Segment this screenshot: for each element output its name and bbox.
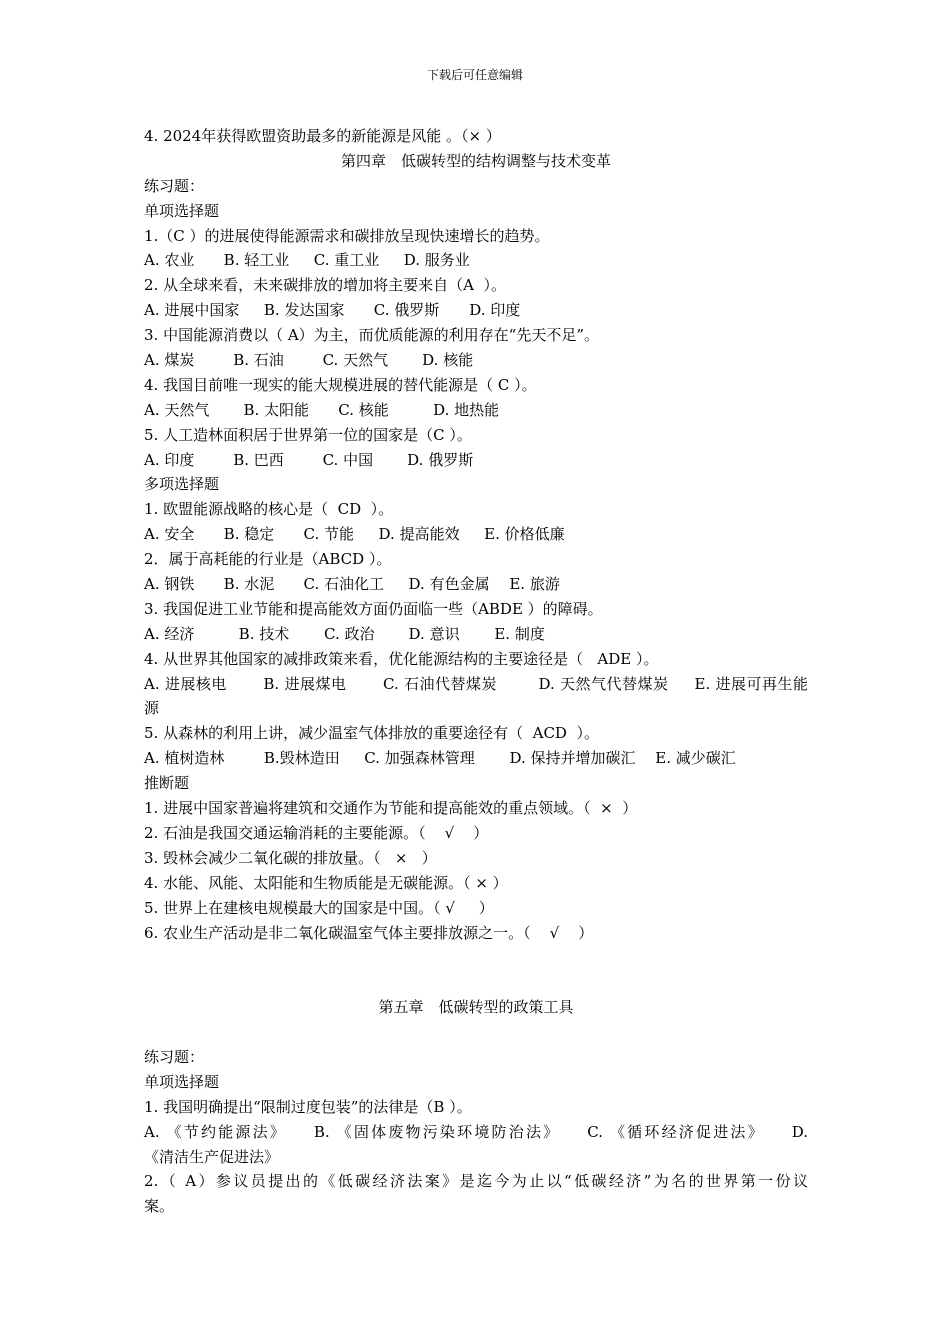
section-heading: 单项选择题 xyxy=(144,201,220,220)
section-heading: 练习题： xyxy=(144,1047,205,1066)
statement: 3. 毁林会减少二氧化碳的排放量。（ × ） xyxy=(144,848,437,867)
question: 5. 人工造林面积居于世界第一位的国家是（C ）。 xyxy=(144,425,472,444)
statement: 6. 农业生产活动是非二氧化碳温室气体主要排放源之一。（ √ ） xyxy=(144,923,594,942)
question-continued: 案。 xyxy=(144,1197,175,1216)
statement: 1. 进展中国家普遍将建筑和交通作为节能和提高能效的重点领域。（ × ） xyxy=(144,799,638,818)
section-heading: 单项选择题 xyxy=(144,1072,220,1091)
question: 2. 从全球来看，未来碳排放的增加将主要来自（A ）。 xyxy=(144,276,506,295)
options: A. 农业 B. 轻工业 C. 重工业 D. 服务业 xyxy=(144,251,470,270)
question: 5. 从森林的利用上讲，减少温室气体排放的重要途径有（ ACD ）。 xyxy=(144,724,599,743)
section-heading: 多项选择题 xyxy=(144,475,220,494)
options: A. 安全 B. 稳定 C. 节能 D. 提高能效 E. 价格低廉 xyxy=(144,525,565,544)
options: A. 进展中国家 B. 发达国家 C. 俄罗斯 D. 印度 xyxy=(144,301,521,320)
question: 4. 我国目前唯一现实的能大规模进展的替代能源是（ C ）。 xyxy=(144,375,537,394)
question: 1. 我国明确提出“限制过度包装”的法律是（B ）。 xyxy=(144,1097,472,1116)
question: 1. 欧盟能源战略的核心是（ CD ）。 xyxy=(144,500,394,519)
spacer-line xyxy=(144,1020,808,1045)
question: 3. 中国能源消费以（ A）为主，而优质能源的利用存在“先天不足”。 xyxy=(144,326,600,345)
section-heading: 推断题 xyxy=(144,774,190,793)
options: A. 经济 B. 技术 C. 政治 D. 意识 E. 制度 xyxy=(144,624,545,643)
options: A. 钢铁 B. 水泥 C. 石油化工 D. 有色金属 E. 旅游 xyxy=(144,575,560,594)
options: A. 印度 B. 巴西 C. 中国 D. 俄罗斯 xyxy=(144,450,474,469)
question: 3. 我国促进工业节能和提高能效方面仍面临一些（ABDE ）的障碍。 xyxy=(144,599,603,618)
section-heading: 练习题： xyxy=(144,176,205,195)
chapter-four-title: 第四章 低碳转型的结构调整与技术变革 xyxy=(340,151,611,170)
options: A. 植树造林 B.毁林造田 C. 加强森林管理 D. 保持并增加碳汇 E. 减少碳汇 xyxy=(144,749,736,768)
text-line: 4. 2024年获得欧盟资助最多的新能源是风能 。（× ） xyxy=(144,127,501,145)
options: A. 煤炭 B. 石油 C. 天然气 D. 核能 xyxy=(144,351,474,370)
statement: 4. 水能、风能、太阳能和生物质能是无碳能源。（ × ） xyxy=(144,873,508,892)
options: A. 天然气 B. 太阳能 C. 核能 D. 地热能 xyxy=(144,400,500,419)
document-body xyxy=(144,124,808,1219)
spacer xyxy=(144,945,808,995)
options: A. 《节约能源法》 B. 《固体废物污染环境防治法》 C. 《循环经济促进法》 D. xyxy=(144,1122,808,1141)
statement: 5. 世界上在建核电规模最大的国家是中国。（ √ ） xyxy=(144,898,494,917)
statement: 2. 石油是我国交通运输消耗的主要能源。（ √ ） xyxy=(144,823,489,842)
question: 1.（C ）的进展使得能源需求和碳排放呈现快速增长的趋势。 xyxy=(144,226,550,245)
question: 2.（ A）参议员提出的《低碳经济法案》是迄今为止以“低碳经济”为名的世界第一份议 xyxy=(144,1172,808,1191)
options-continued: 源 xyxy=(144,699,160,718)
options-continued: 《清洁生产促进法》 xyxy=(144,1147,280,1166)
question: 2．属于高耗能的行业是（ABCD ）。 xyxy=(144,550,392,569)
chapter-five-title: 第五章 低碳转型的政策工具 xyxy=(378,998,574,1017)
page-header: 下载后可任意编辑 xyxy=(426,68,523,82)
options: A. 进展核电 B. 进展煤电 C. 石油代替煤炭 D. 天然气代替煤炭 E. 进展可再生能 xyxy=(144,674,808,693)
question: 4. 从世界其他国家的减排政策来看，优化能源结构的主要途径是（ ADE ）。 xyxy=(144,649,659,668)
